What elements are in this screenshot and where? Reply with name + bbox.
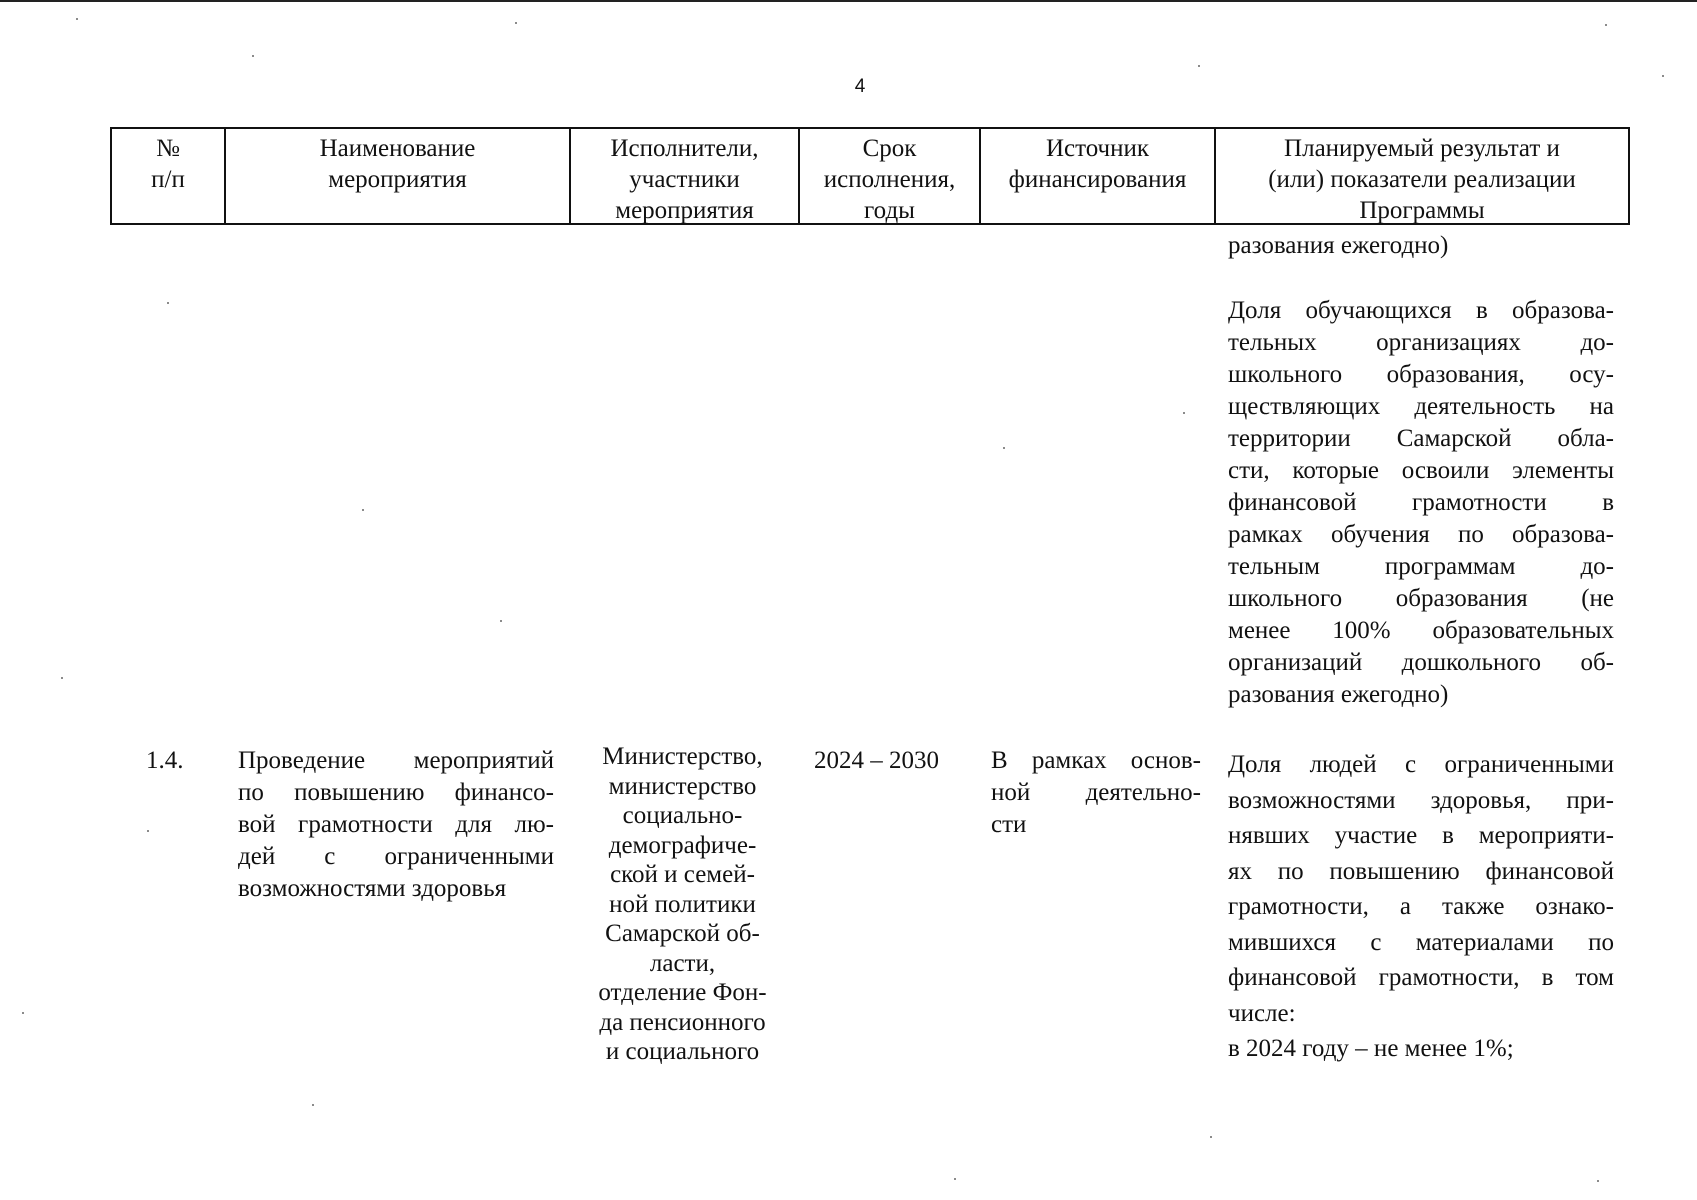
header-text: № — [156, 135, 180, 162]
header-text: финансирования — [1008, 166, 1187, 193]
text-line: ной деятельно- — [991, 779, 1201, 806]
scan-speck — [362, 509, 364, 511]
text-line: Доля обучающихся в образова- — [1228, 297, 1614, 324]
header-col-result — [1216, 129, 1628, 223]
text-line: Доля людей с ограниченными — [1228, 751, 1614, 778]
text-line: да пенсионного — [599, 1008, 766, 1036]
scan-speck — [167, 302, 169, 304]
text-line: отделение Фон- — [598, 979, 767, 1006]
result-year-line: в 2024 году – не менее 1%; — [1228, 1035, 1514, 1062]
header-text: участники — [629, 166, 740, 193]
text-line: и социального — [605, 1038, 760, 1065]
scan-speck — [1183, 412, 1185, 414]
row-number: 1.4. — [146, 747, 184, 774]
table-header — [110, 127, 1630, 225]
row-planned-result — [1228, 747, 1614, 1067]
scan-speck — [1662, 75, 1664, 77]
top-border-line — [0, 0, 1697, 2]
scan-speck — [1210, 1136, 1212, 1138]
scan-speck — [61, 677, 63, 679]
text-line: мившихся с материалами по — [1228, 928, 1614, 956]
scan-speck — [312, 1104, 314, 1106]
text-line: организаций дошкольного об- — [1228, 649, 1614, 676]
header-text: Наименование — [319, 135, 476, 162]
text-line: министерство — [608, 772, 757, 800]
header-text: Источник — [1045, 135, 1150, 162]
text-line: возможностями здоровья — [238, 875, 507, 902]
row-activity-name — [238, 745, 554, 905]
scan-speck — [500, 620, 502, 622]
text-line: Министерство, — [602, 743, 763, 770]
text-line: менее 100% образовательных — [1228, 617, 1614, 644]
header-text: п/п — [151, 166, 185, 193]
scan-speck — [954, 1178, 956, 1180]
header-text: (или) показатели реализации — [1268, 166, 1576, 193]
text-line: социально- — [622, 802, 743, 829]
header-col-term — [800, 129, 981, 223]
result-paragraph-preschool — [1228, 295, 1614, 711]
text-line: разования ежегодно) — [1228, 681, 1449, 708]
header-text: годы — [864, 197, 915, 224]
text-line: сти, которые освоили элементы — [1228, 457, 1614, 484]
text-line: рамках обучения по образова- — [1228, 521, 1614, 548]
header-text: исполнения, — [823, 166, 956, 193]
header-col-name — [226, 129, 571, 223]
text-line: ществляющих деятельность на — [1228, 393, 1614, 420]
scan-speck — [1003, 447, 1005, 449]
text-line: ях по повышению финансовой — [1228, 857, 1614, 885]
row-funding-source — [991, 745, 1201, 841]
header-text: Программы — [1359, 197, 1485, 224]
text-line: сти — [991, 811, 1027, 838]
header-col-executors — [571, 129, 800, 223]
text-line: нявших участие в мероприяти- — [1228, 822, 1614, 849]
text-line: школьного образования (не — [1228, 585, 1614, 612]
scan-speck — [76, 18, 78, 20]
header-text: Планируемый результат и — [1284, 135, 1560, 162]
continuation-tail: разования ежегодно) — [1228, 232, 1449, 259]
text-line: Проведение мероприятий — [238, 747, 554, 774]
text-line: демографиче- — [608, 831, 757, 859]
text-line: грамотности, а также ознако- — [1228, 893, 1614, 920]
header-text: мероприятия — [615, 197, 754, 224]
row-executors — [580, 742, 785, 1067]
scan-speck — [1198, 65, 1200, 67]
scan-speck — [252, 55, 254, 57]
text-line: тельным программам до- — [1228, 553, 1614, 580]
scan-speck — [147, 830, 149, 832]
row-term: 2024 – 2030 — [814, 747, 939, 774]
text-line: вой грамотности для лю- — [238, 811, 554, 838]
text-line: Самарской об- — [605, 920, 760, 947]
scan-speck — [1597, 1180, 1599, 1182]
header-col-source — [981, 129, 1216, 223]
scan-speck — [515, 22, 517, 24]
text-line: территории Самарской обла- — [1228, 425, 1614, 452]
text-line: ной политики — [609, 890, 756, 918]
text-line: числе: — [1228, 999, 1296, 1027]
text-line: финансовой грамотности, в том — [1228, 964, 1614, 991]
text-line: возможностями здоровья, при- — [1228, 786, 1614, 814]
text-line: ласти, — [649, 949, 716, 977]
header-col-number — [112, 129, 226, 223]
page-number: 4 — [854, 76, 866, 97]
text-line: В рамках основ- — [991, 747, 1201, 774]
text-line: дей с ограниченными — [238, 843, 554, 870]
text-line: школьного образования, осу- — [1228, 361, 1614, 388]
text-line: финансовой грамотности в — [1228, 489, 1614, 516]
header-text: Исполнители, — [610, 135, 759, 162]
header-text: мероприятия — [328, 166, 467, 193]
scan-speck — [22, 1012, 24, 1014]
text-line: по повышению финансо- — [238, 779, 554, 806]
text-line: ской и семей- — [610, 861, 755, 888]
header-text: Срок — [862, 135, 917, 162]
text-line: тельных организациях до- — [1228, 329, 1614, 356]
scan-speck — [1605, 24, 1607, 26]
